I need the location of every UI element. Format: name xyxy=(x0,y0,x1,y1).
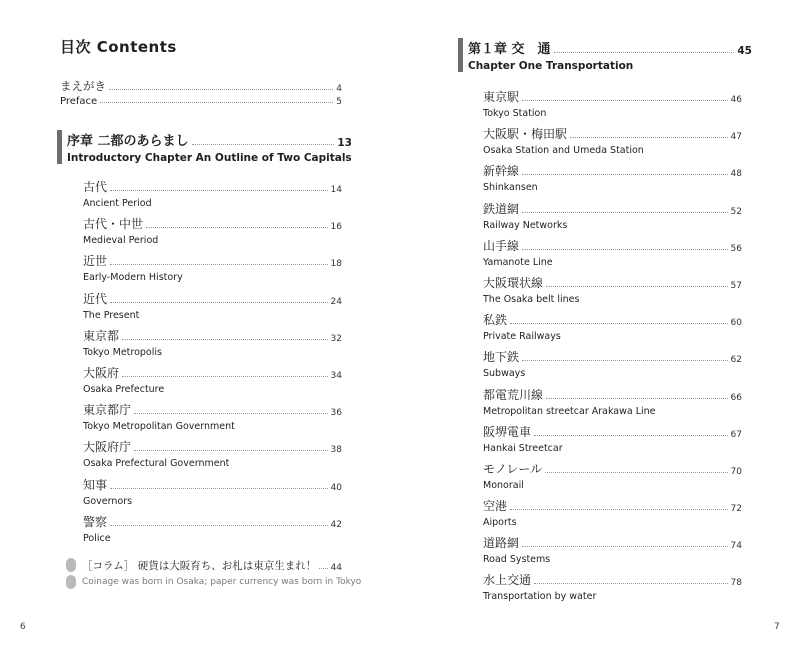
toc-entry[interactable] xyxy=(483,460,742,497)
dot-leader xyxy=(522,360,728,361)
entry-en-title: Road Systems xyxy=(483,554,551,566)
dot-leader xyxy=(100,102,333,103)
toc-entry[interactable] xyxy=(483,200,742,237)
entry-jp-title: 東京都 xyxy=(83,328,120,343)
transportation-entry-list xyxy=(483,88,742,609)
dot-leader xyxy=(110,488,328,489)
toc-entry[interactable] xyxy=(483,274,742,311)
entry-jp-title: 道路網 xyxy=(483,536,520,551)
entry-en-title: Transportation by water xyxy=(483,591,597,603)
page-number: 72 xyxy=(730,504,742,515)
intro-entry-list xyxy=(83,178,342,550)
dot-leader xyxy=(109,89,333,90)
dot-leader xyxy=(122,376,328,377)
page-number: 4 xyxy=(336,84,342,94)
chapter-heading-transportation[interactable] xyxy=(458,38,752,72)
page-number: 18 xyxy=(330,259,342,270)
entry-jp-title: 都電荒川線 xyxy=(483,387,544,402)
entry-en-title: The Osaka belt lines xyxy=(483,293,580,305)
entry-jp-title: まえがき xyxy=(60,79,106,93)
entry-jp-title: 新幹線 xyxy=(483,164,520,179)
page-number: 67 xyxy=(730,429,742,440)
entry-jp-title: 水上交通 xyxy=(483,573,532,588)
page-number: 24 xyxy=(330,296,342,307)
toc-entry[interactable] xyxy=(83,401,342,438)
entry-en-title: Tokyo Metropolitan Government xyxy=(83,421,235,433)
page-number: 60 xyxy=(730,318,742,329)
dot-leader xyxy=(534,435,728,436)
entry-en-title: Osaka Prefecture xyxy=(83,383,165,395)
page-number: 38 xyxy=(330,445,342,456)
entry-en-title: Tokyo Station xyxy=(483,108,547,119)
column-jp-title: ［コラム］ 硬貨は大阪育ち、お札は東京生まれ！ xyxy=(82,560,317,572)
dot-leader xyxy=(110,190,328,191)
column-marker-icon xyxy=(66,558,76,590)
entry-jp-title: 知事 xyxy=(83,477,108,492)
entry-jp-title: 私鉄 xyxy=(483,313,508,328)
dot-leader xyxy=(134,413,328,414)
dot-leader xyxy=(554,52,735,53)
toc-entry[interactable] xyxy=(483,237,742,274)
entry-jp-title: 山手線 xyxy=(483,238,520,253)
page-number: 14 xyxy=(330,185,342,195)
page-number: 34 xyxy=(330,370,342,381)
toc-entry[interactable] xyxy=(483,88,742,125)
entry-jp-title: 大阪府 xyxy=(83,365,120,380)
entry-jp-title: 警察 xyxy=(83,514,108,529)
entry-en-title: Metropolitan streetcar Arakawa Line xyxy=(483,405,656,417)
entry-jp-title: 近代 xyxy=(83,291,108,306)
entry-jp-title: 地下鉄 xyxy=(483,350,520,365)
chapter-page-number: 13 xyxy=(337,137,352,149)
page-number: 5 xyxy=(336,97,342,107)
toc-entry[interactable] xyxy=(83,364,342,401)
toc-entry[interactable] xyxy=(83,438,342,475)
entry-en-title: Private Railways xyxy=(483,331,561,343)
page-number: 47 xyxy=(730,132,742,143)
chapter-jp-title: 序章 二都のあらまし xyxy=(67,134,189,149)
toc-entry[interactable] xyxy=(83,252,342,289)
toc-entry[interactable] xyxy=(483,534,742,571)
chapter-en-title: Introductory Chapter An Outline of Two Capitals xyxy=(67,152,352,164)
toc-entry[interactable] xyxy=(83,215,342,252)
entry-en-title: Railway Networks xyxy=(483,219,568,231)
contents-title: 目次 Contents xyxy=(60,38,177,56)
page-folio: 6 xyxy=(20,622,26,632)
entry-en-title: Monorail xyxy=(483,479,524,491)
dot-leader xyxy=(570,137,728,138)
dot-leader xyxy=(534,583,728,584)
entry-en-title: Ancient Period xyxy=(83,198,152,209)
dot-leader xyxy=(122,339,328,340)
toc-entry[interactable] xyxy=(483,162,742,199)
dot-leader xyxy=(522,212,728,213)
entry-en-title: Police xyxy=(83,532,111,544)
toc-entry[interactable] xyxy=(483,348,742,385)
toc-entry[interactable] xyxy=(483,125,742,162)
entry-jp-title: 近世 xyxy=(83,254,108,269)
dot-leader xyxy=(546,398,728,399)
toc-entry-preface[interactable] xyxy=(60,96,342,107)
entry-jp-title: 空港 xyxy=(483,499,508,514)
page-number: 40 xyxy=(330,482,342,493)
entry-jp-title: 古代 xyxy=(83,180,108,194)
page-number: 78 xyxy=(730,578,742,589)
page-number: 74 xyxy=(730,541,742,552)
toc-entry[interactable] xyxy=(483,423,742,460)
dot-leader xyxy=(522,100,728,101)
dot-leader xyxy=(510,509,728,510)
chapter-page-number: 45 xyxy=(737,45,752,57)
toc-entry[interactable] xyxy=(483,571,742,608)
page-number: 16 xyxy=(330,222,342,233)
page-number: 57 xyxy=(730,280,742,291)
entry-jp-title: 大阪府庁 xyxy=(83,440,132,455)
toc-entry[interactable] xyxy=(483,497,742,534)
page-folio: 7 xyxy=(774,622,780,632)
dot-leader xyxy=(510,323,728,324)
chapter-heading-intro[interactable] xyxy=(57,130,352,164)
page-number: 42 xyxy=(330,519,342,530)
entry-en-title: Yamanote Line xyxy=(483,256,553,268)
entry-jp-title: モノレール xyxy=(483,461,543,476)
entry-en-title: Osaka Prefectural Government xyxy=(83,458,230,470)
page-number: 48 xyxy=(730,169,742,180)
entry-jp-title: 東京駅 xyxy=(483,90,520,104)
column-entry[interactable] xyxy=(66,558,362,587)
entry-jp-title: 古代・中世 xyxy=(83,217,144,232)
dot-leader xyxy=(146,227,328,228)
dot-leader xyxy=(110,302,328,303)
page-number: 56 xyxy=(730,243,742,254)
dot-leader xyxy=(134,450,328,451)
entry-jp-title: 大阪環状線 xyxy=(483,275,544,290)
dot-leader xyxy=(546,286,728,287)
dot-leader xyxy=(192,144,335,145)
dot-leader xyxy=(522,546,728,547)
page-number: 44 xyxy=(330,563,342,573)
entry-en-title: Medieval Period xyxy=(83,235,159,247)
page-number: 36 xyxy=(330,408,342,419)
dot-leader xyxy=(319,568,327,569)
chapter-en-title: Chapter One Transportation xyxy=(468,60,634,72)
toc-entry-maegaki[interactable] xyxy=(60,78,342,94)
entry-en-title: Hankai Streetcar xyxy=(483,442,563,454)
entry-en-title: Shinkansen xyxy=(483,182,538,194)
toc-entry[interactable] xyxy=(83,290,342,327)
entry-en-title: Subways xyxy=(483,368,526,380)
toc-entry[interactable] xyxy=(83,476,342,513)
page-number: 70 xyxy=(730,466,742,477)
page-number: 62 xyxy=(730,355,742,366)
entry-en-title: Early-Modern History xyxy=(83,272,183,284)
dot-leader xyxy=(522,174,728,175)
toc-entry[interactable] xyxy=(483,311,742,348)
entry-en-title: Aiports xyxy=(483,517,517,529)
page-number: 32 xyxy=(330,333,342,344)
page-number: 52 xyxy=(730,206,742,217)
entry-en-title: Tokyo Metropolis xyxy=(83,346,162,358)
dot-leader xyxy=(110,264,328,265)
preface-block xyxy=(60,78,342,107)
page-number: 46 xyxy=(730,95,742,105)
toc-entry[interactable] xyxy=(483,386,742,423)
entry-jp-title: 大阪駅・梅田駅 xyxy=(483,127,568,142)
dot-leader xyxy=(522,249,728,250)
entry-en-title: Governors xyxy=(83,495,133,507)
toc-entry[interactable] xyxy=(83,513,342,550)
entry-en-title: Preface xyxy=(60,96,98,107)
dot-leader xyxy=(545,472,727,473)
column-en-title: Coinage was born in Osaka; paper currency was born in Tokyo xyxy=(82,577,362,587)
entry-en-title: The Present xyxy=(83,309,140,321)
toc-entry[interactable] xyxy=(83,178,342,215)
entry-jp-title: 東京都庁 xyxy=(83,403,132,418)
entry-jp-title: 鉄道網 xyxy=(483,201,520,216)
entry-jp-title: 阪堺電車 xyxy=(483,424,532,439)
page-number: 66 xyxy=(730,392,742,403)
chapter-jp-title: 第１章 交 通 xyxy=(468,42,551,57)
right-page xyxy=(400,0,800,666)
entry-en-title: Osaka Station and Umeda Station xyxy=(483,145,644,157)
toc-entry[interactable] xyxy=(83,327,342,364)
dot-leader xyxy=(110,525,328,526)
